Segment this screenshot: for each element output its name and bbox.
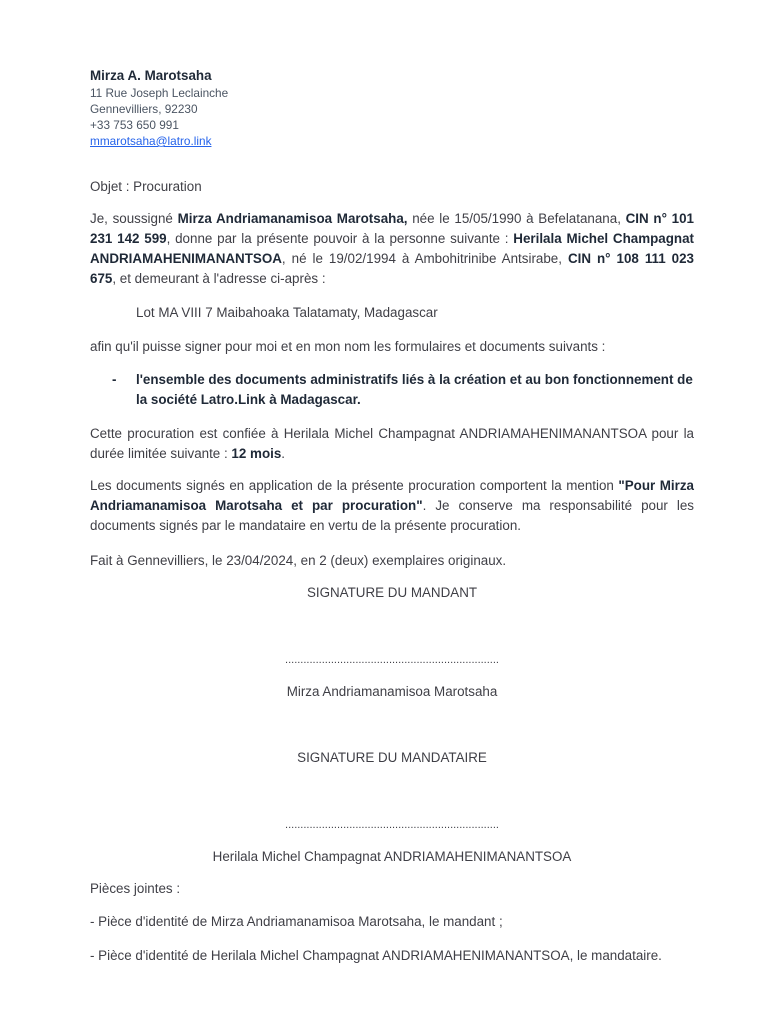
paragraph-place-date: Fait à Gennevilliers, le 23/04/2024, en 2 (deux) exemplaires originaux. [90, 553, 507, 568]
grant-text-1: Je, soussigné [90, 211, 178, 226]
mandant-signature-name: Mirza Andriamanamisoa Marotsaha [286, 684, 498, 699]
paragraph-purpose: afin qu'il puisse signer pour moi et en mon nom les formulaires et documents suivants : [90, 339, 606, 354]
sender-block [90, 67, 228, 149]
mention-quote: "Pour Mirza Andriamanamisoa Marotsaha et par procuration" [90, 478, 694, 513]
mandataire-signature-title: SIGNATURE DU MANDATAIRE [297, 750, 487, 765]
mandataire-address: Lot MA VIII 7 Maibahoaka Talatamaty, Madagascar [136, 305, 438, 320]
attachments-heading: Pièces jointes : [90, 881, 181, 896]
attachment-item-1: - Pièce d'identité de Mirza Andriamanamisoa Marotsaha, le mandant ; [90, 914, 503, 929]
duration-text-2: . [281, 446, 286, 461]
sender-name: Mirza A. Marotsaha [90, 68, 212, 83]
paragraph-grant [90, 209, 694, 289]
duration-text-1: Cette procuration est confiée à Herilala Michel Champagnat ANDRIAMAHENIMANANTSOA pour la durée limitée suivante : [90, 426, 694, 461]
paragraph-mention [90, 476, 694, 536]
grant-text-5: , et demeurant à l'adresse ci-après : [112, 271, 326, 286]
attachment-item-2: - Pièce d'identité de Herilala Michel Champagnat ANDRIAMAHENIMANANTSOA, le mandataire. [90, 948, 662, 963]
grant-text-4: , né le 19/02/1994 à Ambohitrinibe Antsirabe, [281, 251, 568, 266]
mandant-name: Mirza Andriamanamisoa Marotsaha, [177, 211, 408, 226]
mandataire-signature-line: ...................................................................... [285, 819, 499, 831]
sender-address-city: Gennevilliers, 92230 [90, 102, 198, 116]
bullet-dash: - [112, 372, 117, 387]
mandant-signature-line: ...................................................................... [285, 654, 499, 666]
subject-line: Objet : Procuration [90, 179, 202, 194]
mandant-signature-title: SIGNATURE DU MANDANT [306, 585, 478, 600]
mandataire-name: Herilala Michel Champagnat ANDRIAMAHENIMANANTSOA [90, 231, 694, 266]
mention-text-1: Les documents signés en application de la présente procuration comportent la mention [90, 478, 619, 493]
sender-address-street: 11 Rue Joseph Leclainche [90, 86, 229, 100]
grant-text-2: née le 15/05/1990 à Befelatanana, [407, 211, 626, 226]
duration-value: 12 mois [231, 446, 282, 461]
mandataire-id-number: CIN n° 108 111 023 675 [90, 251, 694, 286]
sender-phone: +33 753 650 991 [90, 118, 179, 132]
grant-text-3: , donne par la présente pouvoir à la personne suivante : [166, 231, 514, 246]
mandataire-signature-name: Herilala Michel Champagnat ANDRIAMAHENIMANANTSOA [212, 849, 572, 864]
mandant-id-number: CIN n° 101 231 142 599 [90, 211, 694, 246]
mention-text-2: . Je conserve ma responsabilité pour les documents signés par le mandataire en vertu de la présente procuration. [90, 498, 694, 533]
bullet-item: l'ensemble des documents administratifs liés à la création et au bon fonctionnement de la société Latro.Link à Madagascar. [136, 372, 693, 407]
paragraph-duration [90, 424, 694, 464]
sender-email-link[interactable]: mmarotsaha@latro.link [90, 134, 212, 148]
